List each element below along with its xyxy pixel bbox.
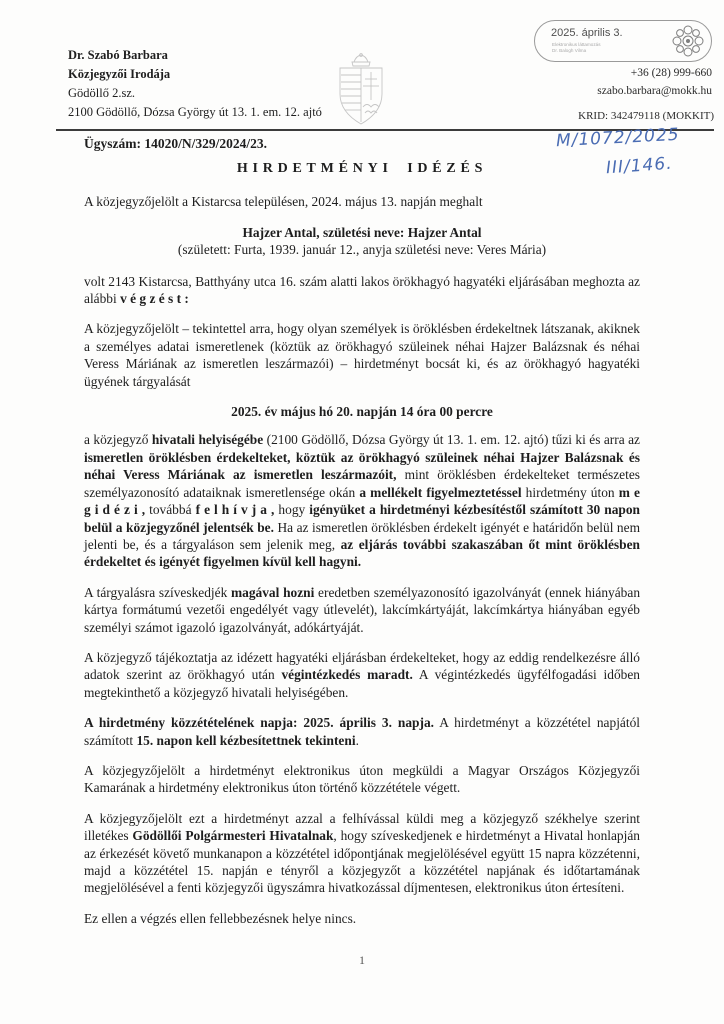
paragraph-publication-date: A hirdetmény közzétételének napja: 2025. április 3. napja. A hirdetményt a közzététel napjától számított 15. napon kell kézbesítettnek tekinteni.: [84, 715, 640, 748]
case-number: Ügyszám: 14020/N/329/2024/23.: [84, 136, 267, 151]
document-body: [84, 160, 640, 940]
deceased-birth-data: (született: Furta, 1939. január 12., anyja születési neve: Veres Mária): [177, 242, 547, 258]
office-address: 2100 Gödöllő, Dózsa György út 13. 1. em. 12. ajtó: [68, 105, 322, 119]
paragraph-testament-info: A közjegyző tájékoztatja az idézett hagyatéki eljárásban érdekelteket, hogy az eddig rendelkezésre álló adatok szerint az örökhagyó után végintézkedés maradt. A végintézkedés ügyfélfogadási időben megtekinthető a közjegyző hivatali helyiségében.: [84, 649, 640, 700]
document-title: HIRDETMÉNYI IDÉZÉS: [236, 161, 488, 176]
handwritten-registry-number-1: M/1072/2025: [555, 124, 681, 152]
page-number: 1: [359, 953, 365, 967]
phone-number: +36 (28) 999-660: [630, 67, 712, 79]
deceased-block: [84, 224, 640, 259]
date-stamp: [534, 20, 712, 62]
rosette-seal-icon: [669, 22, 707, 60]
paragraph-documents-to-bring: A tárgyalásra szíveskedjék magával hozni eredetben személyazonosító igazolványát (ennek hiányában kártya formátumú vezetői engedélyét vagy útlevelét), lakcímkártyáját, lakcímkártya hiányában egyéb személyi számot igazoló igazolványát, adókártyáját.: [84, 584, 641, 635]
intro-line: A közjegyzőjelölt a Kistarcsa településen, 2024. május 13. napján meghalt: [84, 194, 483, 210]
stamp-sub-line-1: Elektronikus láttamozás: [552, 42, 601, 47]
stamp-sub-lines: [552, 42, 601, 53]
deceased-name: Hajzer Antal, születési neve: Hajzer Antal: [242, 224, 482, 240]
office-name: Közjegyzői Irodája: [68, 67, 171, 81]
paragraph-no-appeal: Ez ellen a végzés ellen fellebbezésnek helye nincs.: [84, 910, 357, 926]
paragraph-summons: a közjegyző hivatali helyiségébe (2100 Gödöllő, Dózsa György út 13. 1. em. 12. ajtó) tűzi ki és arra az ismeretlen öröklésben érdekelteket, köztük az örökhagyó szüleinek néhai Hajzer Balázsnak és néhai Veress Máriának az ismeretlen leszármazóit, mint öröklésben érdekelteket természetes személyazonosító adataiknak ismeretlensége okán a mellékelt figyelmeztetéssel hirdetmény úton m e g i d é z i , továbbá f e l h í v j a , hogy igényüket a hirdetményi kézbesítéstől számított 30 napon belül a közjegyzőnél jelentsék be. Ha az ismeretlen öröklésben érdekelt igényét e határidőn belül nem jelenti be, és a tárgyaláson sem jelenik meg, az eljárás további szakaszában őt mint öröklésben érdekeltet és igényét figyelmen kívül kell hagyni.: [84, 432, 641, 570]
hungarian-coat-of-arms-icon: [332, 52, 390, 128]
stamp-date: 2025. április 3.: [551, 27, 623, 39]
paragraph-chamber-notice: A közjegyzőjelölt a hirdetményt elektronikus úton megküldi a Magyar Országos Közjegyzői Kamarának a hirdetmény elektronikus úton történő közzététele végett.: [84, 762, 640, 796]
stamp-sub-line-2: Dr. Balogh Vilma: [552, 47, 587, 53]
notary-name: Dr. Szabó Barbara: [68, 48, 168, 62]
office-seat: Gödöllő 2.sz.: [68, 86, 136, 100]
letterhead-office-block: [68, 46, 322, 122]
email-address: szabo.barbara@mokk.hu: [597, 85, 712, 97]
letterhead-contact-block: [597, 64, 712, 100]
handwritten-registry-number-2: III/146.: [605, 153, 674, 179]
krid-line: KRID: 342479118 (MOKKIT): [578, 110, 714, 122]
hearing-date-line: 2025. év május hó 20. napján 14 óra 00 percre: [231, 404, 493, 420]
paragraph-mayors-office: A közjegyzőjelölt ezt a hirdetményt azzal a felhívással küldi meg a közjegyző székhelye szerint illetékes Gödöllői Polgármesteri Hivatalnak, hogy szíveskedjenek e hirdetményt a Hivatal honlapján az érkezését követő munkanapon a közzététel időpontjának megjelölésével együtt 15 napra közzétenni, majd a közzététel 15. napján e tényről a közjegyzőt a közzététel napjának és időtartamának megjelölésével a fenti közjegyzői ügyszámra hivatkozással díjmentesen, elektronikus úton értesíteni.: [84, 810, 640, 896]
paragraph-residence-decision: volt 2143 Kistarcsa, Batthyány utca 16. szám alatti lakos örökhagyó hagyatéki eljárásában meghozta az alábbi v é g z é s t :: [84, 273, 640, 307]
paragraph-unknown-heirs: A közjegyzőjelölt – tekintettel arra, hogy olyan személyek is öröklésben érdekeltnek látszanak, akiknek a személyes adatai ismeretlenek (köztük az örökhagyó szüleinek néhai Hajzer Balázsnak és néhai Veress Máriának az ismeretlen leszármazói) – hirdetményt bocsát ki, és az örökhagyó hagyatéki ügyének tárgyalását: [84, 321, 640, 389]
